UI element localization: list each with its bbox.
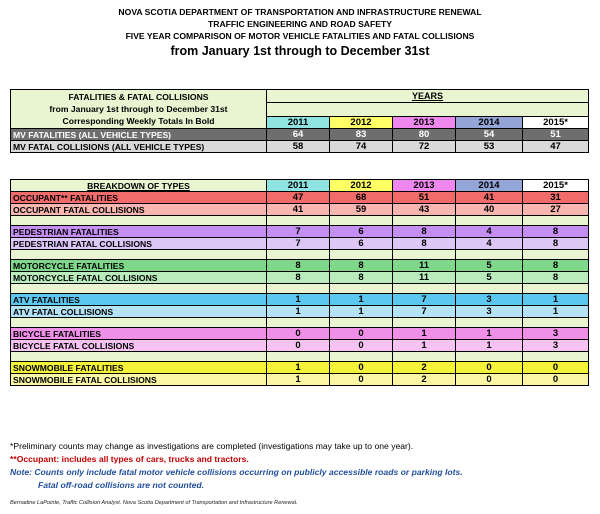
row-value: 0 (330, 340, 393, 352)
row-value: 8 (523, 238, 589, 250)
row-value: 7 (393, 306, 456, 318)
summary-caption-title: FATALITIES & FATAL COLLISIONS (68, 92, 209, 102)
row-label: ATV FATAL COLLISIONS (11, 306, 267, 318)
summary-year-2012: 2012 (330, 117, 393, 129)
breakdown-year-2012: 2012 (330, 180, 393, 192)
row-value: 2 (393, 362, 456, 374)
group-spacer (11, 352, 589, 362)
row-value: 2 (393, 374, 456, 386)
row-value: 1 (267, 306, 330, 318)
pedestrian-fatalities-row (11, 226, 589, 238)
row-value: 47 (267, 192, 330, 204)
years-spacer (267, 103, 589, 117)
row-value: 58 (267, 141, 330, 153)
motorcycle-collisions-row (11, 272, 589, 284)
group-spacer (11, 318, 589, 328)
mv-fatalities-row (11, 129, 589, 141)
row-value: 3 (523, 340, 589, 352)
header-division: TRAFFIC ENGINEERING AND ROAD SAFETY (208, 19, 392, 29)
snowmobile-fatalities-row (11, 362, 589, 374)
row-value: 53 (456, 141, 523, 153)
group-spacer (11, 284, 589, 294)
row-label: ATV FATALITIES (11, 294, 267, 306)
row-value: 1 (330, 306, 393, 318)
row-value: 74 (330, 141, 393, 153)
row-value: 0 (330, 362, 393, 374)
breakdown-year-2013: 2013 (393, 180, 456, 192)
row-value: 72 (393, 141, 456, 153)
row-label: BICYCLE FATAL COLLISIONS (11, 340, 267, 352)
row-value: 3 (456, 306, 523, 318)
summary-year-2013: 2013 (393, 117, 456, 129)
note-occupant: **Occupant: includes all types of cars, trucks and tractors. (10, 454, 249, 464)
summary-caption (11, 90, 267, 129)
row-label: SNOWMOBILE FATALITIES (11, 362, 267, 374)
row-value: 8 (393, 226, 456, 238)
breakdown-title: BREAKDOWN OF TYPES (11, 180, 267, 192)
row-value: 0 (330, 328, 393, 340)
row-value: 47 (523, 141, 589, 153)
header-department: NOVA SCOTIA DEPARTMENT OF TRANSPORTATION AND INFRASTRUCTURE RENEWAL (118, 7, 482, 17)
row-value: 6 (330, 226, 393, 238)
row-value: 83 (330, 129, 393, 141)
row-label: MOTORCYCLE FATAL COLLISIONS (11, 272, 267, 284)
breakdown-year-2015: 2015* (523, 180, 589, 192)
note-counts: Note: Counts only include fatal motor vehicle collisions occurring on publicly accessible roads or parking lots. (10, 467, 463, 477)
note-preliminary: *Preliminary counts may change as investigations are completed (investigations may take up to one year). (10, 441, 414, 451)
row-value: 31 (523, 192, 589, 204)
summary-table (10, 89, 589, 153)
row-value: 5 (456, 272, 523, 284)
bicycle-collisions-row (11, 340, 589, 352)
row-value: 0 (267, 328, 330, 340)
row-value: 1 (330, 294, 393, 306)
row-label: PEDESTRIAN FATAL COLLISIONS (11, 238, 267, 250)
row-value: 51 (393, 192, 456, 204)
row-label: BICYCLE FATALITIES (11, 328, 267, 340)
row-value: 0 (456, 374, 523, 386)
summary-caption-period: from January 1st through to December 31st (49, 104, 228, 114)
report-header (0, 6, 600, 60)
motorcycle-fatalities-row (11, 260, 589, 272)
row-label: MV FATAL COLLISIONS (ALL VEHICLE TYPES) (11, 141, 267, 153)
row-label: MOTORCYCLE FATALITIES (11, 260, 267, 272)
mv-fatal-collisions-row (11, 141, 589, 153)
row-value: 11 (393, 272, 456, 284)
credit-line: Bernadine LaPointe, Traffic Collision Analyst. Nova Scotia Department of Transportation and Infrastructure Renewal. (10, 500, 298, 506)
group-spacer (11, 250, 589, 260)
row-value: 80 (393, 129, 456, 141)
breakdown-year-2011: 2011 (267, 180, 330, 192)
atv-fatalities-row (11, 294, 589, 306)
pedestrian-collisions-row (11, 238, 589, 250)
row-value: 0 (456, 362, 523, 374)
row-label: PEDESTRIAN FATALITIES (11, 226, 267, 238)
row-value: 8 (393, 238, 456, 250)
row-value: 41 (267, 204, 330, 216)
row-value: 8 (267, 260, 330, 272)
summary-year-2011: 2011 (267, 117, 330, 129)
header-period: from January 1st through to December 31st (170, 44, 430, 58)
row-value: 3 (456, 294, 523, 306)
summary-year-2014: 2014 (456, 117, 523, 129)
atv-collisions-row (11, 306, 589, 318)
footnotes (10, 440, 590, 492)
row-value: 5 (456, 260, 523, 272)
header-comparison: FIVE YEAR COMPARISON OF MOTOR VEHICLE FATALITIES AND FATAL COLLISIONS (125, 31, 475, 41)
row-label: OCCUPANT** FATALITIES (11, 192, 267, 204)
row-value: 8 (523, 226, 589, 238)
snowmobile-collisions-row (11, 374, 589, 386)
row-value: 27 (523, 204, 589, 216)
row-value: 0 (523, 374, 589, 386)
row-value: 7 (267, 226, 330, 238)
row-value: 3 (523, 328, 589, 340)
breakdown-year-2014: 2014 (456, 180, 523, 192)
row-value: 8 (523, 272, 589, 284)
row-label: SNOWMOBILE FATAL COLLISIONS (11, 374, 267, 386)
row-value: 40 (456, 204, 523, 216)
years-label: YEARS (267, 90, 589, 103)
row-value: 1 (267, 374, 330, 386)
summary-year-2015: 2015* (523, 117, 589, 129)
row-value: 7 (393, 294, 456, 306)
row-value: 8 (330, 272, 393, 284)
row-value: 4 (456, 226, 523, 238)
row-value: 11 (393, 260, 456, 272)
row-value: 59 (330, 204, 393, 216)
row-value: 41 (456, 192, 523, 204)
row-value: 7 (267, 238, 330, 250)
row-value: 8 (523, 260, 589, 272)
row-label: MV FATALITIES (ALL VEHICLE TYPES) (11, 129, 267, 141)
row-value: 68 (330, 192, 393, 204)
occupant-fatalities-row (11, 192, 589, 204)
row-value: 1 (456, 328, 523, 340)
row-value: 8 (267, 272, 330, 284)
row-value: 0 (523, 362, 589, 374)
bicycle-fatalities-row (11, 328, 589, 340)
row-value: 4 (456, 238, 523, 250)
row-value: 51 (523, 129, 589, 141)
group-spacer (11, 216, 589, 226)
row-value: 1 (523, 306, 589, 318)
breakdown-table (10, 179, 589, 386)
row-value: 43 (393, 204, 456, 216)
row-value: 0 (330, 374, 393, 386)
row-value: 1 (393, 340, 456, 352)
row-value: 8 (330, 260, 393, 272)
row-value: 54 (456, 129, 523, 141)
row-value: 1 (456, 340, 523, 352)
row-value: 64 (267, 129, 330, 141)
row-value: 1 (267, 362, 330, 374)
row-label: OCCUPANT FATAL COLLISIONS (11, 204, 267, 216)
row-value: 6 (330, 238, 393, 250)
row-value: 1 (267, 294, 330, 306)
row-value: 0 (267, 340, 330, 352)
occupant-collisions-row (11, 204, 589, 216)
row-value: 1 (523, 294, 589, 306)
note-off-road: Fatal off-road collisions are not counted. (38, 480, 205, 490)
breakdown-header-row (11, 180, 589, 192)
summary-caption-note: Corresponding Weekly Totals In Bold (62, 116, 215, 126)
row-value: 1 (393, 328, 456, 340)
